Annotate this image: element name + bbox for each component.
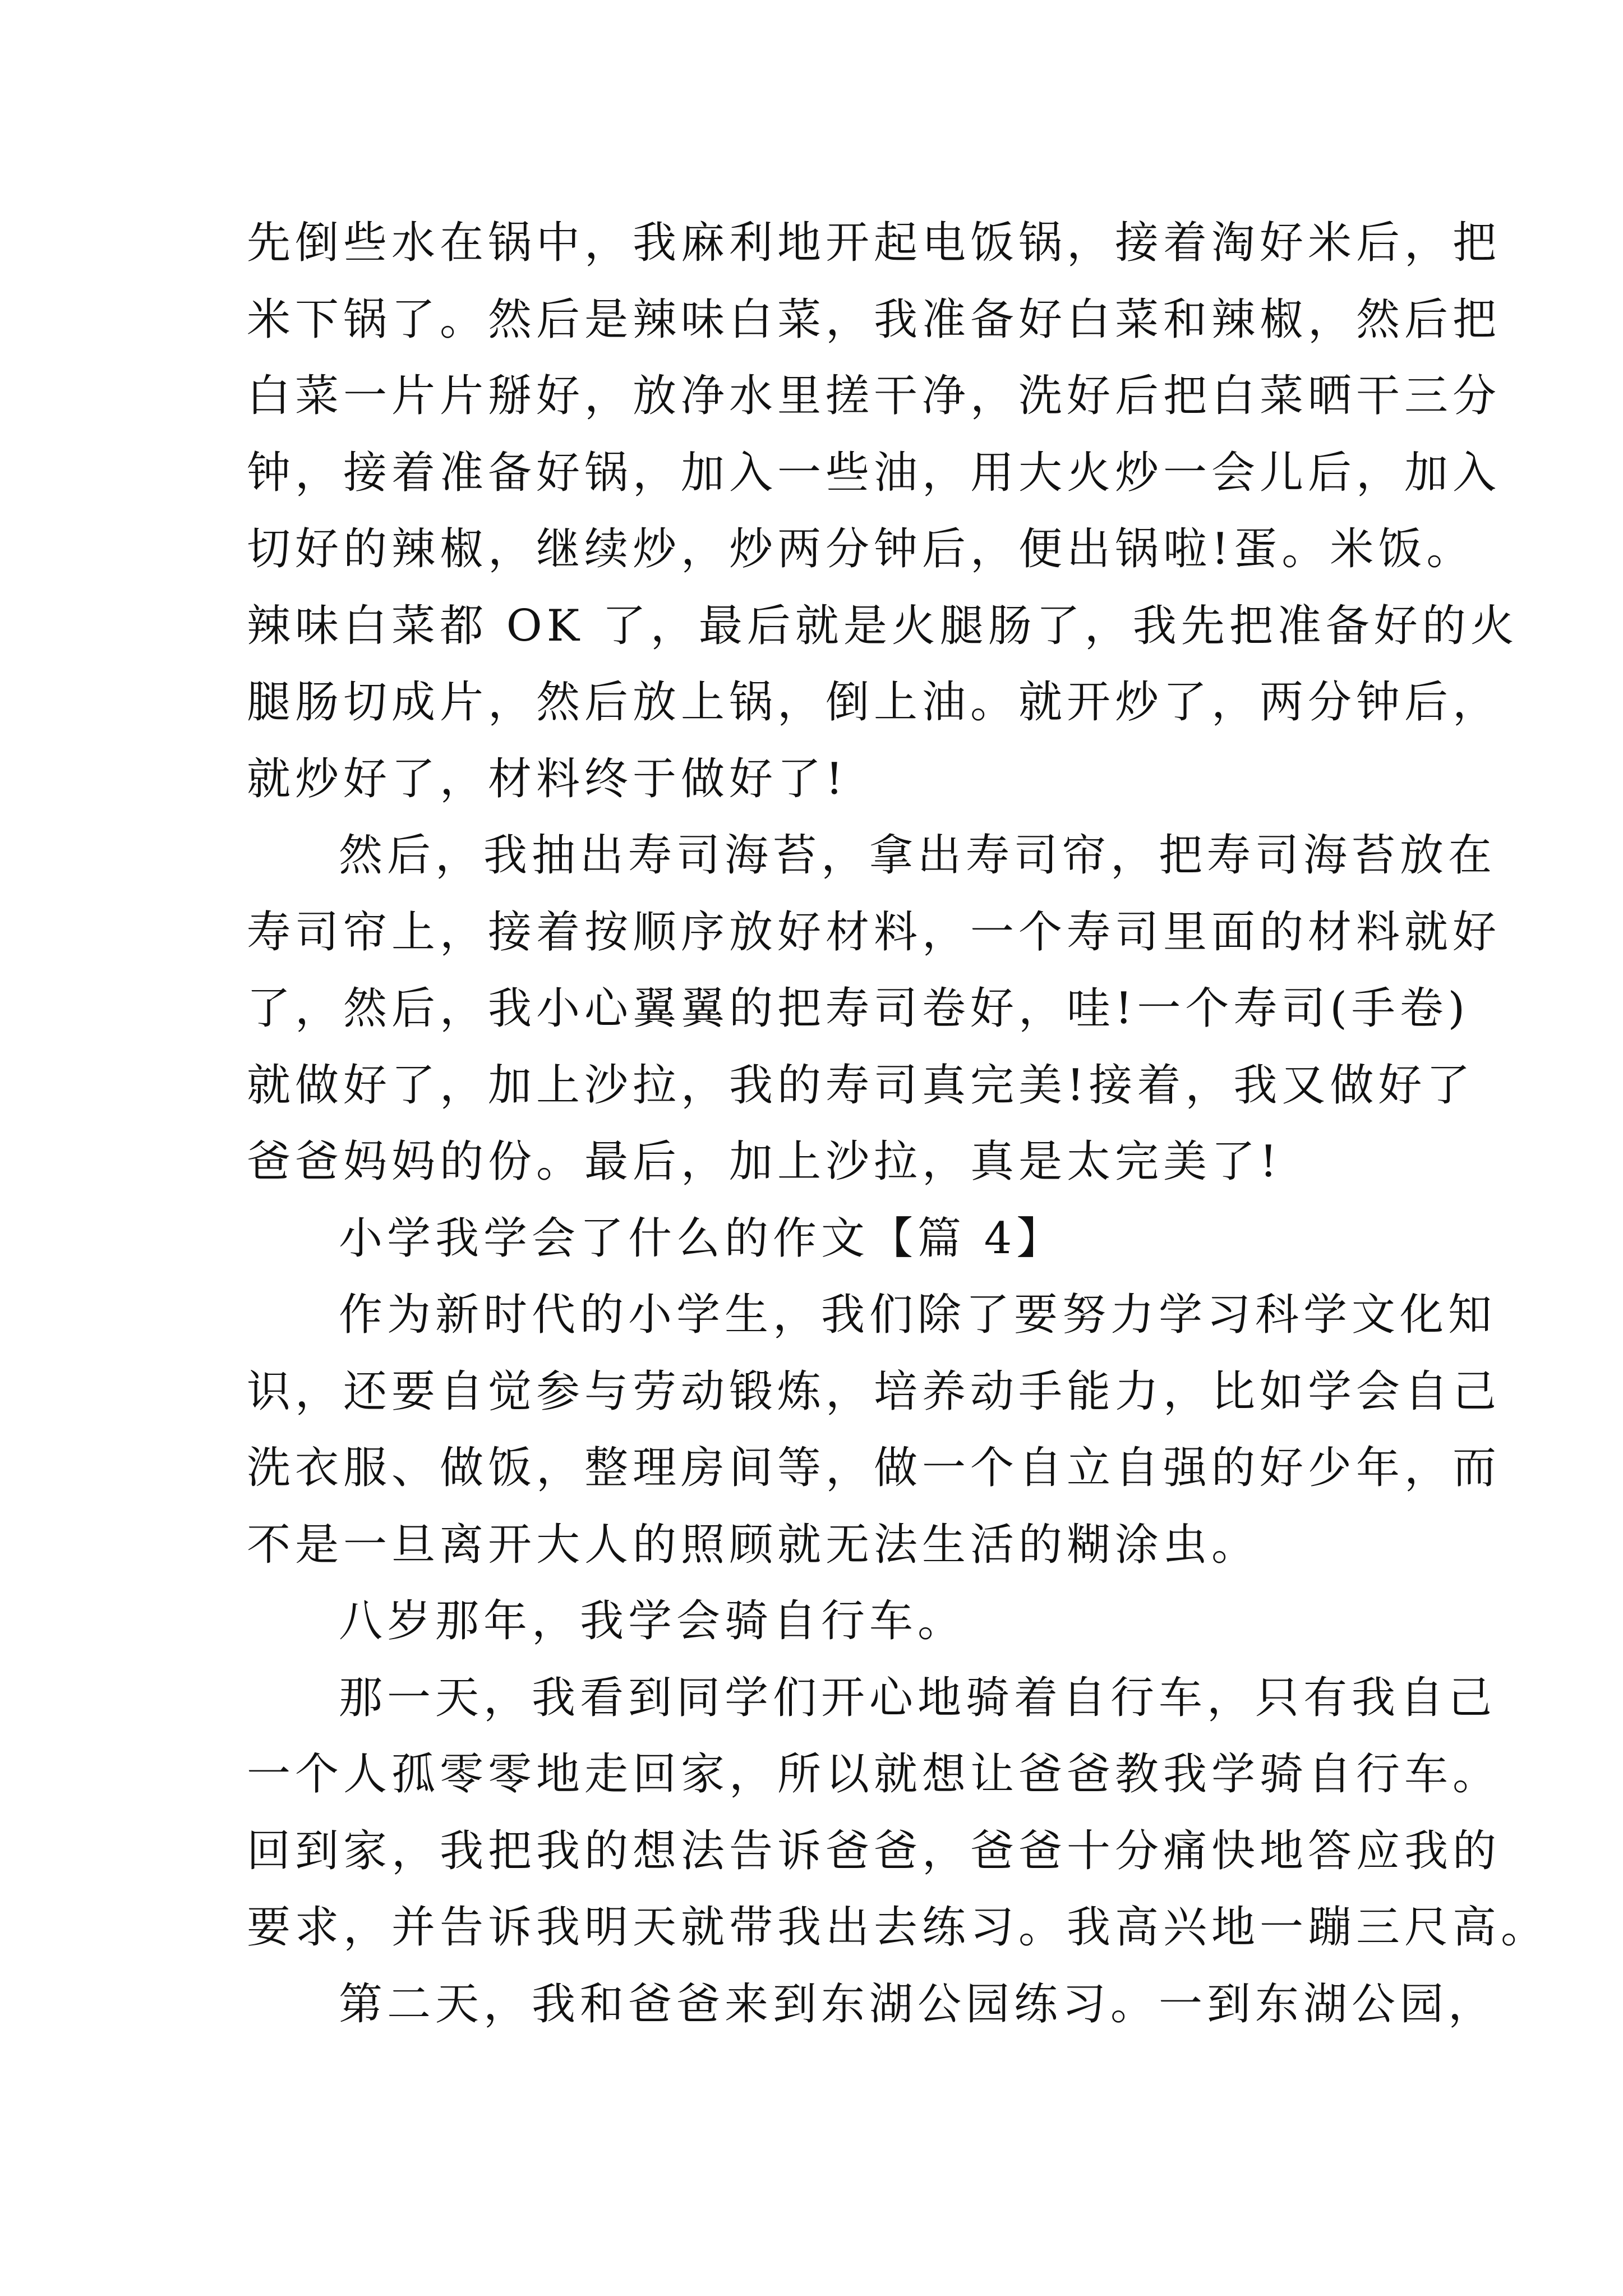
text-line: 腿肠切成片，然后放上锅，倒上油。就开炒了，两分钟后， <box>247 677 1501 728</box>
text-line: 就炒好了，材料终于做好了! <box>247 753 848 804</box>
text-line: 一个人孤零零地走回家，所以就想让爸爸教我学骑自行车。 <box>247 1749 1501 1800</box>
text-line: 爸爸妈妈的份。最后，加上沙拉，真是太完美了! <box>247 1137 1282 1187</box>
text-line: 米下锅了。然后是辣味白菜，我准备好白菜和辣椒，然后把 <box>247 294 1501 345</box>
text-line: 寿司帘上，接着按顺序放好材料，一个寿司里面的材料就好 <box>247 907 1501 958</box>
text-line: 要求，并告诉我明天就带我出去练习。我高兴地一蹦三尺高。 <box>247 1902 1550 1953</box>
text-line: 识，还要自觉参与劳动锻炼，培养动手能力，比如学会自己 <box>247 1366 1501 1417</box>
text-line: 就做好了，加上沙拉，我的寿司真完美!接着，我又做好了 <box>247 1060 1475 1111</box>
text-line: 钟，接着准备好锅，加入一些油，用大火炒一会儿后，加入 <box>247 447 1501 498</box>
paragraph-first-line: 然后，我抽出寿司海苔，拿出寿司帘，把寿司海苔放在 <box>339 830 1497 881</box>
paragraph-first-line: 八岁那年，我学会骑自行车。 <box>339 1596 966 1646</box>
text-line: 洗衣服、做饭，整理房间等，做一个自立自强的好少年，而 <box>247 1443 1501 1493</box>
text-line: 了，然后，我小心翼翼的把寿司卷好，哇!一个寿司(手卷) <box>247 983 1470 1034</box>
paragraph-first-line: 那一天，我看到同学们开心地骑着自行车，只有我自己 <box>339 1672 1497 1723</box>
text-line: 切好的辣椒，继续炒，炒两分钟后，便出锅啦!蛋。米饭。 <box>247 524 1475 574</box>
document-body <box>247 205 1550 2042</box>
text-line: 先倒些水在锅中，我麻利地开起电饭锅，接着淘好米后，把 <box>247 218 1501 268</box>
text-line: 辣味白菜都 OK 了，最后就是火腿肠了，我先把准备好的火 <box>247 600 1519 651</box>
paragraph-first-line: 作为新时代的小学生，我们除了要努力学习科学文化知 <box>339 1290 1497 1340</box>
text-line: 回到家，我把我的想法告诉爸爸，爸爸十分痛快地答应我的 <box>247 1825 1501 1876</box>
text-line: 白菜一片片掰好，放净水里搓干净，洗好后把白菜晒干三分 <box>247 371 1501 421</box>
paragraph-first-line: 第二天，我和爸爸来到东湖公园练习。一到东湖公园， <box>339 1978 1497 2030</box>
section-heading: 小学我学会了什么的作文【篇 4】 <box>339 1213 1065 1264</box>
text-line: 不是一旦离开大人的照顾就无法生活的糊涂虫。 <box>247 1519 1260 1570</box>
